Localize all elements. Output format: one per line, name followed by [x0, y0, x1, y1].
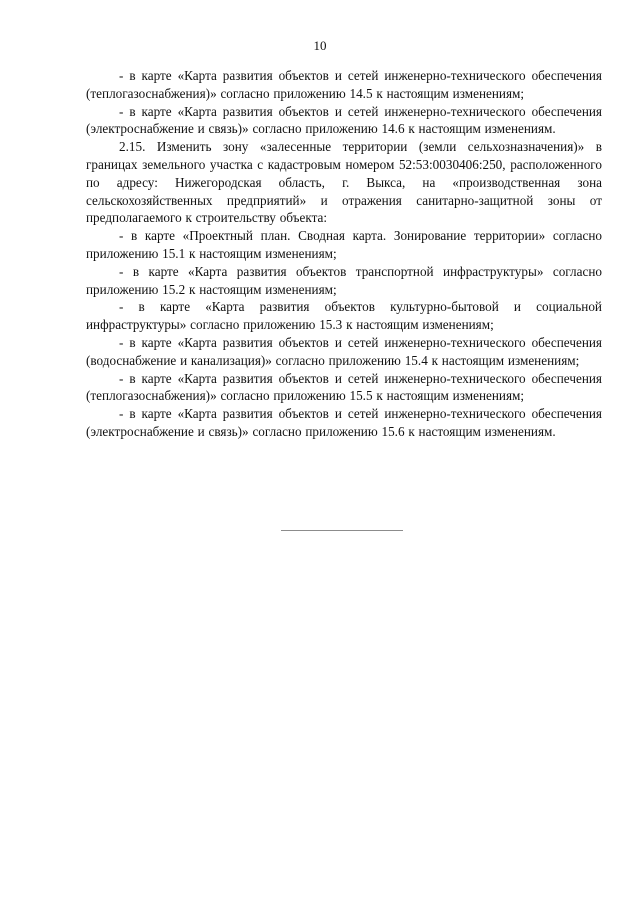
- paragraph-item-2-15: 2.15. Изменить зону «залесенные территории (земли сельхозназначения)» в границах земельного участка с кадастровым номером 52:53:0030406:250, расположенного по адресу: Нижегородская область, г. Выкса, на «производственная зона сельскохозяйственных предприятий» и отражения санитарно-защитной зоны от предполагаемого к строительству объекта:: [86, 139, 602, 226]
- paragraph-map-electric-comm-15-6: - в карте «Карта развития объектов и сетей инженерно-технического обеспечения (электроснабжение и связь)» согласно приложению 15.6 к настоящим изменениям.: [86, 406, 602, 439]
- page-number: 10: [313, 38, 327, 53]
- end-separator-line: [281, 530, 403, 531]
- paragraph-map-transport-15-2: - в карте «Карта развития объектов транспортной инфраструктуры» согласно приложению 15.2 к настоящим изменениям;: [86, 263, 602, 297]
- paragraph-map-heat-gas-15-5: - в карте «Карта развития объектов и сетей инженерно-технического обеспечения (теплогазоснабжения)» согласно приложению 15.5 к настоящим изменениям;: [86, 370, 602, 404]
- document-body: [86, 67, 602, 441]
- paragraph-map-social-15-3: - в карте «Карта развития объектов культурно-бытовой и социальной инфраструктуры» согласно приложению 15.3 к настоящим изменениям;: [86, 299, 602, 333]
- paragraph-map-electric-comm-14-6: - в карте «Карта развития объектов и сетей инженерно-технического обеспечения (электроснабжение и связь)» согласно приложению 14.6 к настоящим изменениям.: [86, 103, 602, 137]
- paragraph-map-heat-gas-14-5: - в карте «Карта развития объектов и сетей инженерно-технического обеспечения (теплогазоснабжения)» согласно приложению 14.5 к настоящим изменениям;: [86, 68, 602, 101]
- paragraph-map-zoning-15-1: - в карте «Проектный план. Сводная карта. Зонирование территории» согласно приложению 15.1 к настоящим изменениям;: [86, 228, 602, 261]
- paragraph-map-water-sewer-15-4: - в карте «Карта развития объектов и сетей инженерно-технического обеспечения (водоснабжение и канализация)» согласно приложению 15.4 к настоящим изменениям;: [86, 334, 602, 368]
